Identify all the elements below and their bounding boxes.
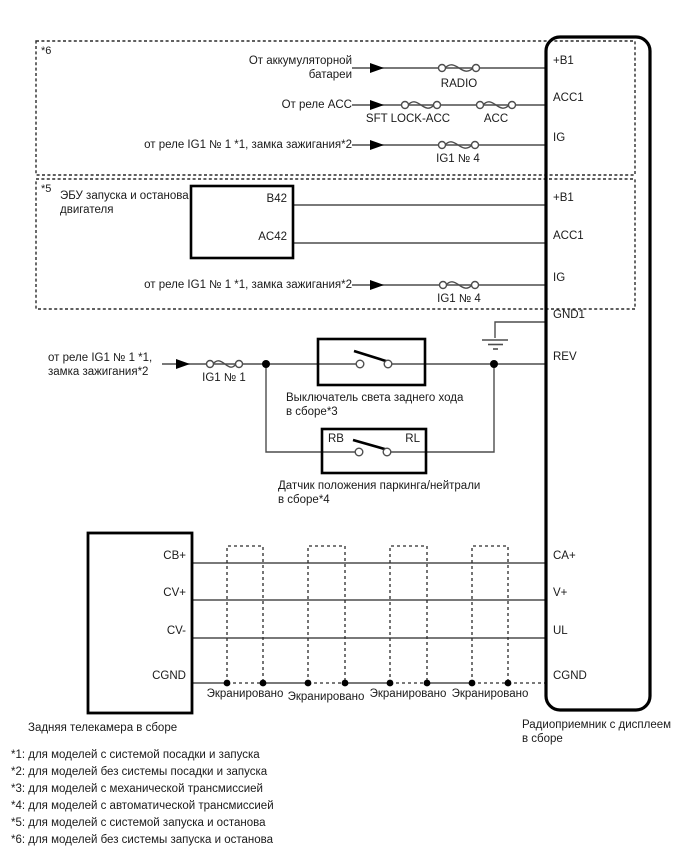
arrow-icon — [370, 63, 384, 73]
park-neutral-sensor-label — [278, 479, 480, 507]
receiver-pin-b1-2: +B1 — [553, 192, 574, 204]
reverse-switch-label — [286, 391, 463, 419]
shield-outline-1 — [227, 546, 263, 683]
camera-pin-cb: CB+ — [163, 550, 186, 562]
fuse-sft-lock-acc — [402, 102, 441, 109]
receiver-pin-ig-2: IG — [553, 272, 566, 284]
fuse-radio — [439, 65, 480, 72]
module-5-marker: *5 — [41, 183, 52, 195]
reverse-light-switch-contacts — [354, 351, 392, 368]
fuse-label-radio: RADIO — [440, 78, 478, 90]
wire-gnd1 — [495, 322, 546, 338]
shield-label-3: Экранировано — [369, 688, 447, 700]
fuse-label-acc: ACC — [483, 113, 509, 125]
arrow-icon — [370, 100, 384, 110]
receiver-pin-ig-1: IG — [553, 132, 566, 144]
ground-icon — [482, 340, 508, 349]
source-ig1-relay-label-box6: от реле IG1 № 1 *1, замка зажигания*2 — [144, 139, 352, 151]
receiver-pin-acc1-2: ACC1 — [553, 230, 584, 242]
camera-label: Задняя телекамера в сборе — [28, 722, 178, 734]
footnote-6: *6: для моделей без системы запуска и останова — [11, 834, 274, 846]
rev-source-label — [48, 351, 152, 379]
fuse-label-ig1-no4-a: IG1 № 4 — [436, 153, 480, 165]
fuses — [207, 65, 516, 368]
label-line: в сборе*3 — [286, 406, 338, 418]
label-line: ЭБУ запуска и останова — [60, 190, 189, 202]
receiver-pin-v: V+ — [553, 587, 568, 599]
receiver-pin-ca: CA+ — [553, 550, 576, 562]
shield-label-4: Экранировано — [451, 688, 529, 700]
label-line: замка зажигания*2 — [48, 366, 149, 378]
footnote-1: *1: для моделей с системой посадки и запуска — [11, 749, 260, 761]
arrow-icon — [370, 280, 384, 290]
source-battery-label — [249, 54, 352, 82]
label-line: батареи — [308, 69, 352, 81]
shield-label-1: Экранировано — [206, 688, 284, 700]
fuse-label-ig1-no1: IG1 № 1 — [202, 372, 246, 384]
fuse-acc — [477, 102, 516, 109]
label-line: Датчик положения паркинга/нейтрали — [278, 480, 481, 492]
label-line: от реле IG1 № 1 *1, — [48, 352, 153, 364]
fuse-label-ig1-no4-b: IG1 № 4 — [437, 293, 481, 305]
fuse-ig1-no4-a — [439, 142, 479, 149]
ecu-pin-b42: B42 — [266, 193, 287, 205]
source-ig1-relay-label-box5: от реле IG1 № 1 *1, замка зажигания*2 — [144, 279, 352, 291]
shield-outline-4 — [472, 546, 508, 683]
ecu-label — [60, 189, 189, 217]
arrow-icon — [370, 140, 384, 150]
source-acc-relay-label: От реле ACC — [281, 99, 352, 111]
receiver-pin-ul: UL — [553, 625, 568, 637]
receiver-label — [522, 718, 671, 746]
sensor-pin-rl: RL — [405, 433, 420, 445]
fuse-label-sft-lock-acc: SFT LOCK-ACC — [365, 113, 451, 125]
receiver-pin-acc1-1: ACC1 — [553, 92, 584, 104]
label-line: Выключатель света заднего хода — [286, 392, 464, 404]
shield-outline-2 — [308, 546, 345, 683]
camera-pin-cgnd: CGND — [152, 670, 186, 682]
footnote-2: *2: для моделей без системы посадки и запуска — [11, 766, 268, 778]
shield-label-2: Экранировано — [287, 691, 365, 703]
park-neutral-switch-contacts — [353, 440, 391, 456]
shield-outline-3 — [390, 546, 427, 683]
receiver-pin-b1-1: +B1 — [553, 55, 574, 67]
label-line: двигателя — [60, 204, 114, 216]
module-6-marker: *6 — [41, 45, 52, 57]
reverse-light-switch-box — [318, 339, 425, 385]
footnote-4: *4: для моделей с автоматической трансмиссией — [11, 800, 274, 812]
receiver-pin-cgnd: CGND — [553, 670, 587, 682]
sensor-pin-rb: RB — [328, 433, 344, 445]
label-line: Радиоприемник с дисплеем — [522, 719, 672, 731]
flow-arrows — [176, 63, 384, 369]
receiver-pin-rev: REV — [553, 351, 577, 363]
footnote-5: *5: для моделей с системой запуска и останова — [11, 817, 266, 829]
arrow-icon — [176, 359, 190, 369]
footnote-3: *3: для моделей с механической трансмиссией — [11, 783, 263, 795]
label-line: От аккумуляторной — [248, 55, 352, 67]
camera-pin-cv-plus: CV+ — [163, 587, 186, 599]
ecu-pin-ac42: AC42 — [258, 231, 287, 243]
label-line: в сборе — [522, 733, 563, 745]
fuse-ig1-no1 — [207, 361, 243, 368]
fuse-ig1-no4-b — [440, 282, 479, 289]
receiver-pin-gnd1: GND1 — [553, 309, 585, 321]
camera-pin-cv-minus: CV- — [166, 625, 186, 637]
shield-outlines — [227, 546, 508, 683]
label-line: в сборе*4 — [278, 494, 330, 506]
